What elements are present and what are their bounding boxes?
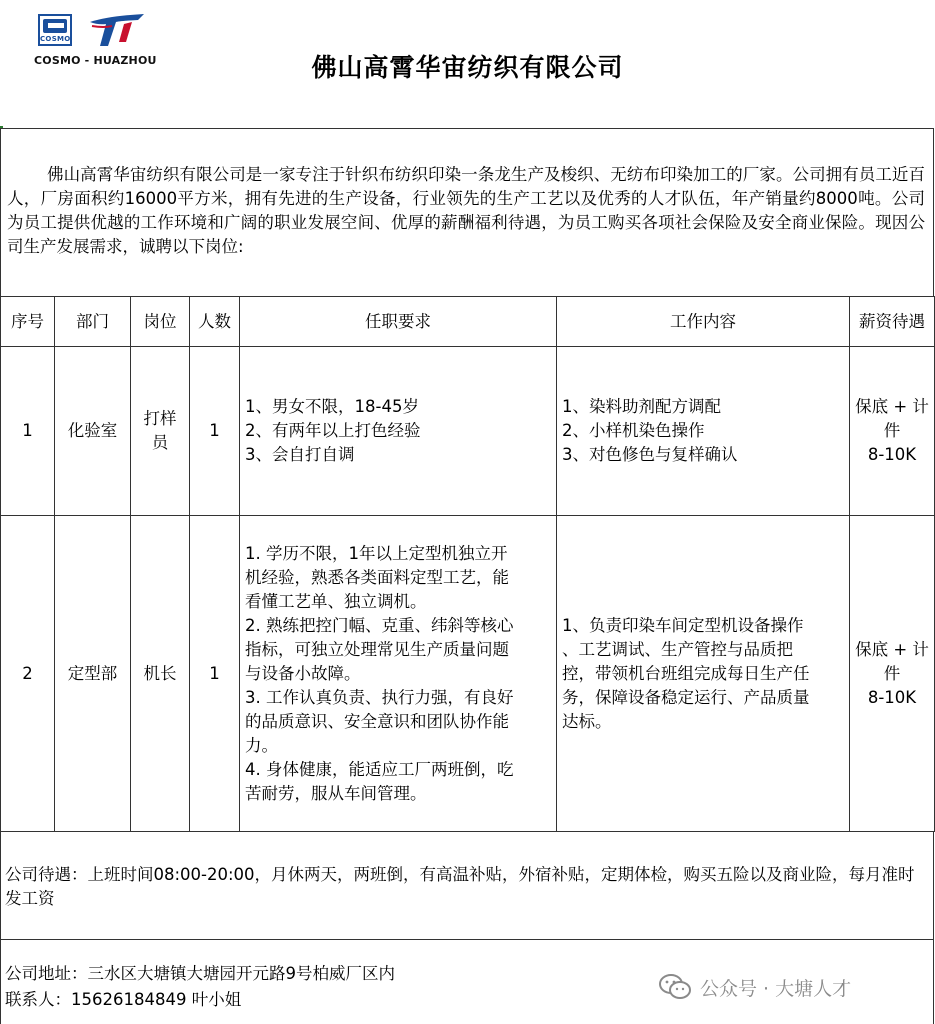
company-intro: 佛山高霄华宙纺织有限公司是一家专注于针织布纺织印染一条龙生产及梭织、无纺布印染加工的厂家。公司拥有员工近百人，厂房面积约16000平方米，拥有先进的生产设备，行业领先的生产工艺以及优秀的人才队伍，年产销量约8000吨。公司为员工提供优越的工作环境和广阔的职业发展空间、优厚的薪酬福利待遇，为员工购买各项社会保险及安全商业保险。现因公司生产发展需求，诚聘以下岗位:	[7, 165, 925, 256]
requirements: 1. 学历不限，1年以上定型机独立开 机经验，熟悉各类面料定型工艺，能 看懂工艺单、独立调机。 2. 熟练把控门幅、克重、纬斜等核心 指标，可独立处理常见生产质量问题 与设备小故障。 3. 工作认真负责、执行力强，有良好 的品质意识、安全意识和团队协作能 力。 4. 身体健康，能适应工厂两班倒，吃 苦耐劳，服从车间管理。	[240, 516, 557, 832]
department: 化验室	[55, 347, 131, 516]
position: 打样 员	[131, 347, 190, 516]
requirements: 1、男女不限，18-45岁 2、有两年以上打色经验 3、会自打自调	[240, 347, 557, 516]
logo-caption: COSMO - HUAZHOU	[34, 54, 157, 67]
table-header-row	[1, 297, 935, 347]
header-cell-requirements: 任职要求	[240, 297, 557, 347]
contact-person: 联系人：15626184849 叶小姐	[5, 990, 242, 1009]
department: 定型部	[55, 516, 131, 832]
headcount: 1	[190, 516, 240, 832]
headcount: 1	[190, 347, 240, 516]
company-intro-box	[0, 128, 934, 296]
watermark-text: 公众号 · 大塘人才	[700, 977, 852, 1000]
cosmo-logo-text: COSMO	[40, 35, 71, 43]
header-cell-position: 岗位	[131, 297, 190, 347]
company-title: 佛山高霄华宙纺织有限公司	[311, 53, 624, 82]
table-row	[1, 347, 935, 516]
duties: 1、负责印染车间定型机设备操作 、工艺调试、生产管控与品质把 控，带领机台班组完成每日生产任 务，保障设备稳定运行、产品质量 达标。	[557, 516, 850, 832]
huazhou-t1-logo	[88, 12, 146, 48]
benefits-text: 公司待遇：上班时间08:00-20:00，月休两天，两班倒，有高温补贴，外宿补贴，定期体检，购买五险以及商业险，每月准时发工资	[5, 865, 915, 908]
cosmo-logo	[38, 14, 72, 46]
header-cell-no: 序号	[1, 297, 55, 347]
header	[0, 0, 935, 128]
table-row	[1, 516, 935, 832]
header-cell-duties: 工作内容	[557, 297, 850, 347]
header-cell-count: 人数	[190, 297, 240, 347]
company-address: 公司地址：三水区大塘镇大塘园开元路9号柏威厂区内	[5, 964, 395, 983]
wechat-icon	[658, 973, 692, 1001]
benefits-box	[0, 831, 934, 940]
header-cell-dept: 部门	[55, 297, 131, 347]
position: 机长	[131, 516, 190, 832]
salary: 保底 + 计 件 8-10K	[850, 347, 935, 516]
salary: 保底 + 计 件 8-10K	[850, 516, 935, 832]
wechat-watermark	[658, 972, 851, 1002]
row-number: 2	[1, 516, 55, 832]
job-table	[0, 296, 935, 832]
header-cell-salary: 薪资待遇	[850, 297, 935, 347]
duties: 1、染料助剂配方调配 2、小样机染色操作 3、对色修色与复样确认	[557, 347, 850, 516]
row-number: 1	[1, 347, 55, 516]
